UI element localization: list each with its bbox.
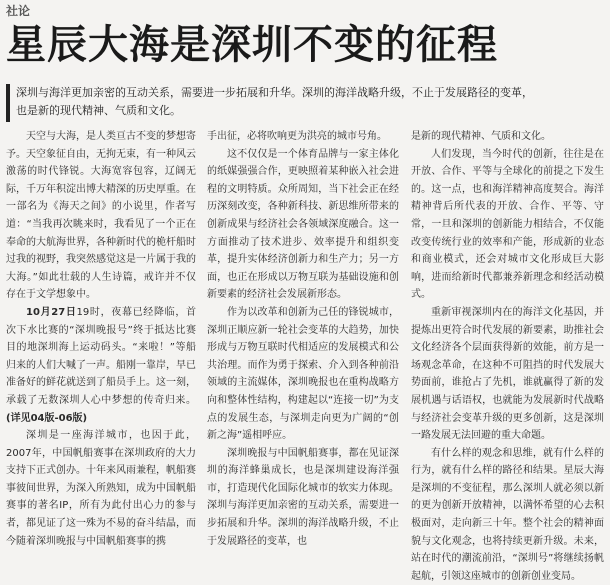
article-title: 星辰大海是深圳不变的征程 bbox=[6, 22, 498, 68]
paragraph: 重新审视深圳内在的海洋文化基因，并提炼出更符合时代发展的新要素，助推社会文化经济各个层面获得新的效能，前方是一场观念革命，在这种不可阻挡的时代发展大势面前，谁抢占了先机，谁就赢得了新的发展机遇与话语权，也就能为发展新时代战略与经济社会变革升级的更多创新，这是深圳一路发展无法回避的重大命题。 bbox=[411, 306, 604, 442]
paragraph: 有什么样的观念和思维，就有什么样的行为，就有什么样的路径和结果。星辰大海是深圳的不变征程，那么深圳人就必须以新的更为创新开放精神，以满怀希望的心去积极面对，走向新三十年。整个社会的精神面貌与文化观念，也将持续更新升级。未来，站在时代的潮流前沿，“深圳号”将继续扬帆起航，引领这座城市的创新创业变局。 bbox=[411, 447, 604, 582]
paragraph: 深圳晚报与中国帆船赛事，都在见证深圳的海洋蜂巢成长，也是深圳建设海洋强市，打造现代化国际化城市的软实力体现。深圳与海洋更加亲密的互动关系，需要进一步拓展和升华。深圳的海洋战略升级，不止于发展路径的变革，也 bbox=[207, 447, 399, 547]
paragraph: 手出征，必将吹响更为洪亮的城市号角。 bbox=[207, 131, 387, 142]
text-column-2 bbox=[207, 128, 399, 547]
paragraph: 这不仅仅是一个体育品牌与一家主体化的纸媒强强合作，更映照着某种嵌入社会进程的文明特质。众所周知，当下社会正在经历深刻改变，各种新科技、新思维所带来的创新成果与经济社会各领域深度融合。这一方面推动了技术进步、效率提升和组织变革，提升实体经济创新力和生产力；另一方面，也正在形成以万物互联为基础设施和创新要素的经济社会发展新形态。 bbox=[207, 148, 399, 301]
lead-line-2: 也是新的现代精神、气质和文化。 bbox=[16, 104, 181, 117]
paragraph bbox=[6, 304, 196, 427]
paragraph: 深圳是一座海洋城市，也因于此，2007年，中国帆船赛事在深圳政府的大力支持下正式创办。十年来风雨兼程，帆船赛事彼间世界，为深入所熟知，成为中国帆船赛事的著名IP，所有为此付出心力的参与者，都见证了这一殊为不易的奋斗结晶，而今随着深圳晚报与中国帆船赛事的携 bbox=[6, 430, 196, 547]
text-column-3 bbox=[411, 128, 604, 582]
paragraph: 人们发现，当今时代的创新，往往是在开放、合作、平等与全球化的前提之下发生的。这一点，也和海洋精神高度契合。海洋精神背后所代表的开放、合作、平等、守常，一旦和深圳的创新能力相结合，不仅能改变传统行业的效率和产能，形成新的业态和商业模式，还会对城市文化形成巨大影响，进而给新时代都兼养新理念和经活动模式。 bbox=[411, 148, 604, 301]
article-lead bbox=[6, 84, 604, 122]
lead-line-1: 深圳与海洋更加亲密的互动关系，需要进一步拓展和升华。深圳的海洋战略升级，不止于发展路径的变革， bbox=[16, 86, 533, 99]
paragraph-text: 19时，夜幕已经降临，首次下水比赛的“深圳晚报号”终于抵达比赛目的地深圳海上运动码头。“来啦！”等船归来的人们大喊了一声。船刚一靠岸，早已准备好的鲜花就送到了船员手上。这一刻，承载了无数深圳人心中梦想的传奇归来。 bbox=[6, 306, 196, 406]
paragraph: 是新的现代精神、气质和文化。 bbox=[411, 131, 551, 142]
page-reference: (详见04版-06版) bbox=[6, 412, 88, 424]
section-tag: 社论 bbox=[6, 4, 31, 18]
paragraph: 天空与大海，是人类亘古不变的梦想寄予。天空象征自由，无拘无束，有一种风云激荡的时代锋锐。大海宽容包容，辽阔无际，千万年积淀出博大精深的历史厚重。在一部名为《海天之间》的小说里，作者写道：“当我再次眺来时，我看见了一个正在奉命的大航海世界，各种新时代的桅杆船时过我的视野，我突然感觉这是一片属于我的大海。”如此壮载的人生诗篇，戒许并不仅存在于文学想象中。 bbox=[6, 131, 196, 301]
paragraph: 作为以改革和创新为己任的锋锐城市，深圳正顺应新一轮社会变革的大趋势，加快形成与万物互联时代相适应的发展模式和公共治理。而作为勇于探索、介入到各种前沿领域的主流媒体，深圳晚报也在重构战略方向和整体性结构，构建起以“连接一切”为支点的发展生态，与深圳走向更为广阔的“创新之海”遥相呼应。 bbox=[207, 306, 399, 442]
event-date: 10月27日 bbox=[26, 306, 77, 318]
text-column-1 bbox=[6, 128, 196, 547]
